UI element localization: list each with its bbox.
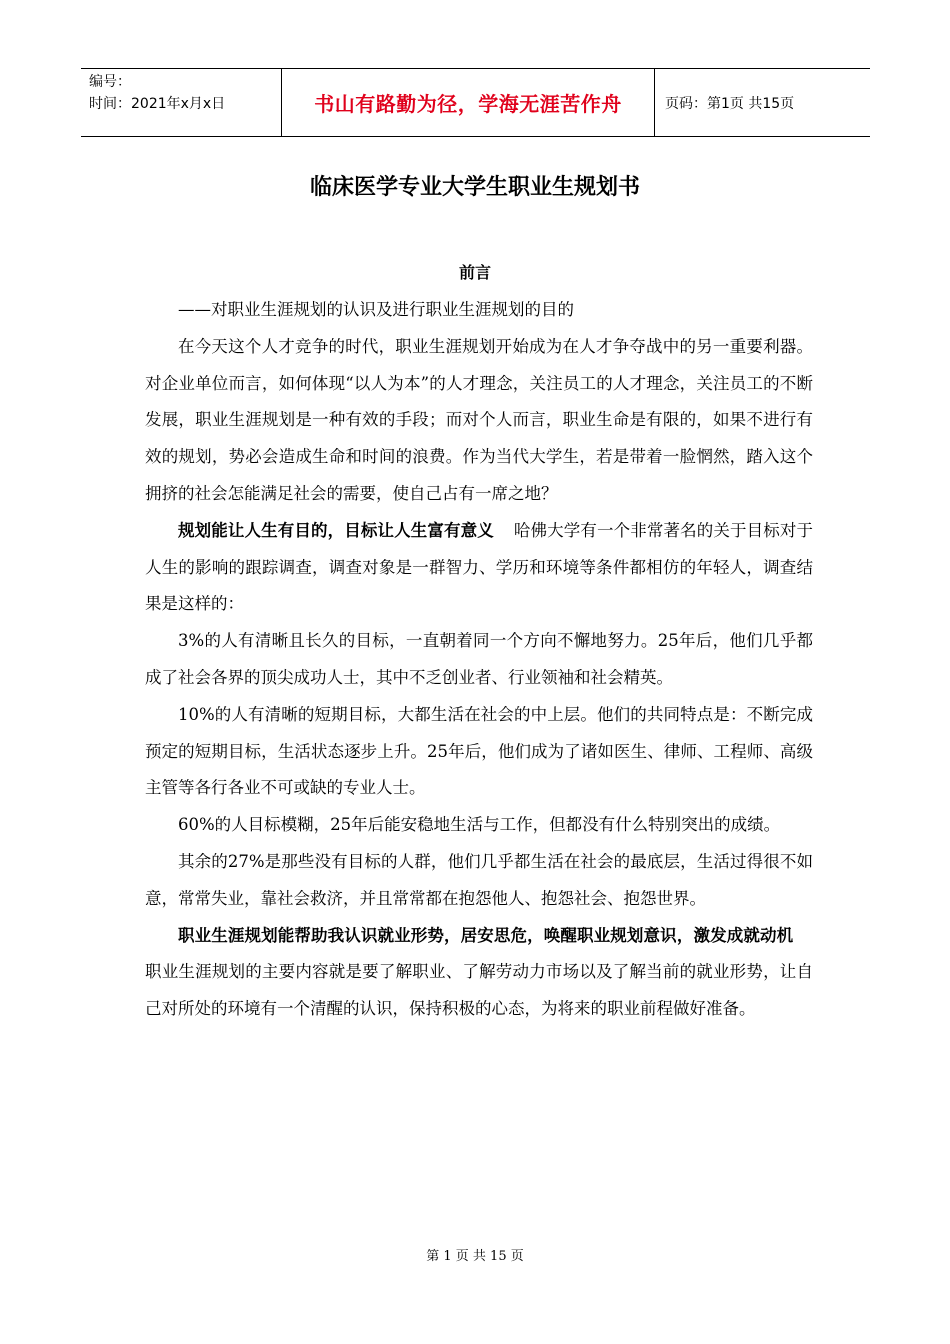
- paragraph-lead: 职业生涯规划能帮助我认识就业形势，居安思危，唤醒职业规划意识，激发成就动机: [178, 925, 794, 945]
- header-motto: 书山有路勤为径，学海无涯苦作舟: [281, 69, 655, 136]
- header-page-info: 页码：第1页 共15页: [665, 95, 795, 112]
- paragraph: 其余的27%是那些没有目标的人群，他们几乎都生活在社会的最底层，生活过得很不如意，常常失业，靠社会救济，并且常常都在抱怨他人、抱怨社会、抱怨世界。: [145, 851, 813, 908]
- section-subtitle: ——对职业生涯规划的认识及进行职业生涯规划的目的: [178, 300, 574, 319]
- serial-number-label: 编号：: [89, 74, 131, 90]
- header-meta-cell: [81, 69, 281, 136]
- paragraph: [145, 513, 813, 623]
- paragraph: [145, 918, 813, 1028]
- paragraph-body: 哈佛大学有一个非常著名的关于目标对于人生的影响的跟踪调查，调查对象是一群智力、学历和环境等条件都相仿的年轻人，调查结果是这样的：: [145, 520, 814, 614]
- paragraph-body: 职业生涯规划的主要内容就是要了解职业、了解劳动力市场以及了解当前的就业形势，让自己对所处的环境有一个清醒的认识，保持积极的心态，为将来的职业前程做好准备。: [145, 962, 813, 1019]
- document-body: [145, 292, 813, 1028]
- paragraph-lead: 规划能让人生有目的，目标让人生富有意义: [178, 520, 494, 540]
- page-footer: 第 1 页 共 15 页: [426, 1249, 524, 1264]
- paragraph: 10%的人有清晰的短期目标，大都生活在社会的中上层。他们的共同特点是：不断完成预定的短期目标，生活状态逐步上升。25年后，他们成为了诸如医生、律师、工程师、高级主管等各行各业不可或缺的专业人士。: [145, 704, 813, 798]
- paragraph: 60%的人目标模糊，25年后能安稳地生活与工作，但都没有什么特别突出的成绩。: [178, 815, 781, 835]
- document-title: 临床医学专业大学生职业生规划书: [309, 175, 640, 200]
- date-label: 时间：2021年x月x日: [89, 96, 226, 112]
- paragraph: 在今天这个人才竞争的时代，职业生涯规划开始成为在人才争夺战中的另一重要利器。对企业单位而言，如何体现“以人为本”的人才理念，关注员工的人才理念，关注员工的不断发展，职业生涯规划是一种有效的手段；而对个人而言，职业生命是有限的，如果不进行有效的规划，势必会造成生命和时间的浪费。作为当代大学生，若是带着一脸惘然，踏入这个拥挤的社会怎能满足社会的需要，使自己占有一席之地？: [145, 336, 813, 503]
- page-header: [81, 68, 870, 137]
- paragraph: 3%的人有清晰且长久的目标，一直朝着同一个方向不懈地努力。25年后，他们几乎都成了社会各界的顶尖成功人士，其中不乏创业者、行业领袖和社会精英。: [145, 631, 813, 687]
- section-title: 前言: [458, 263, 491, 282]
